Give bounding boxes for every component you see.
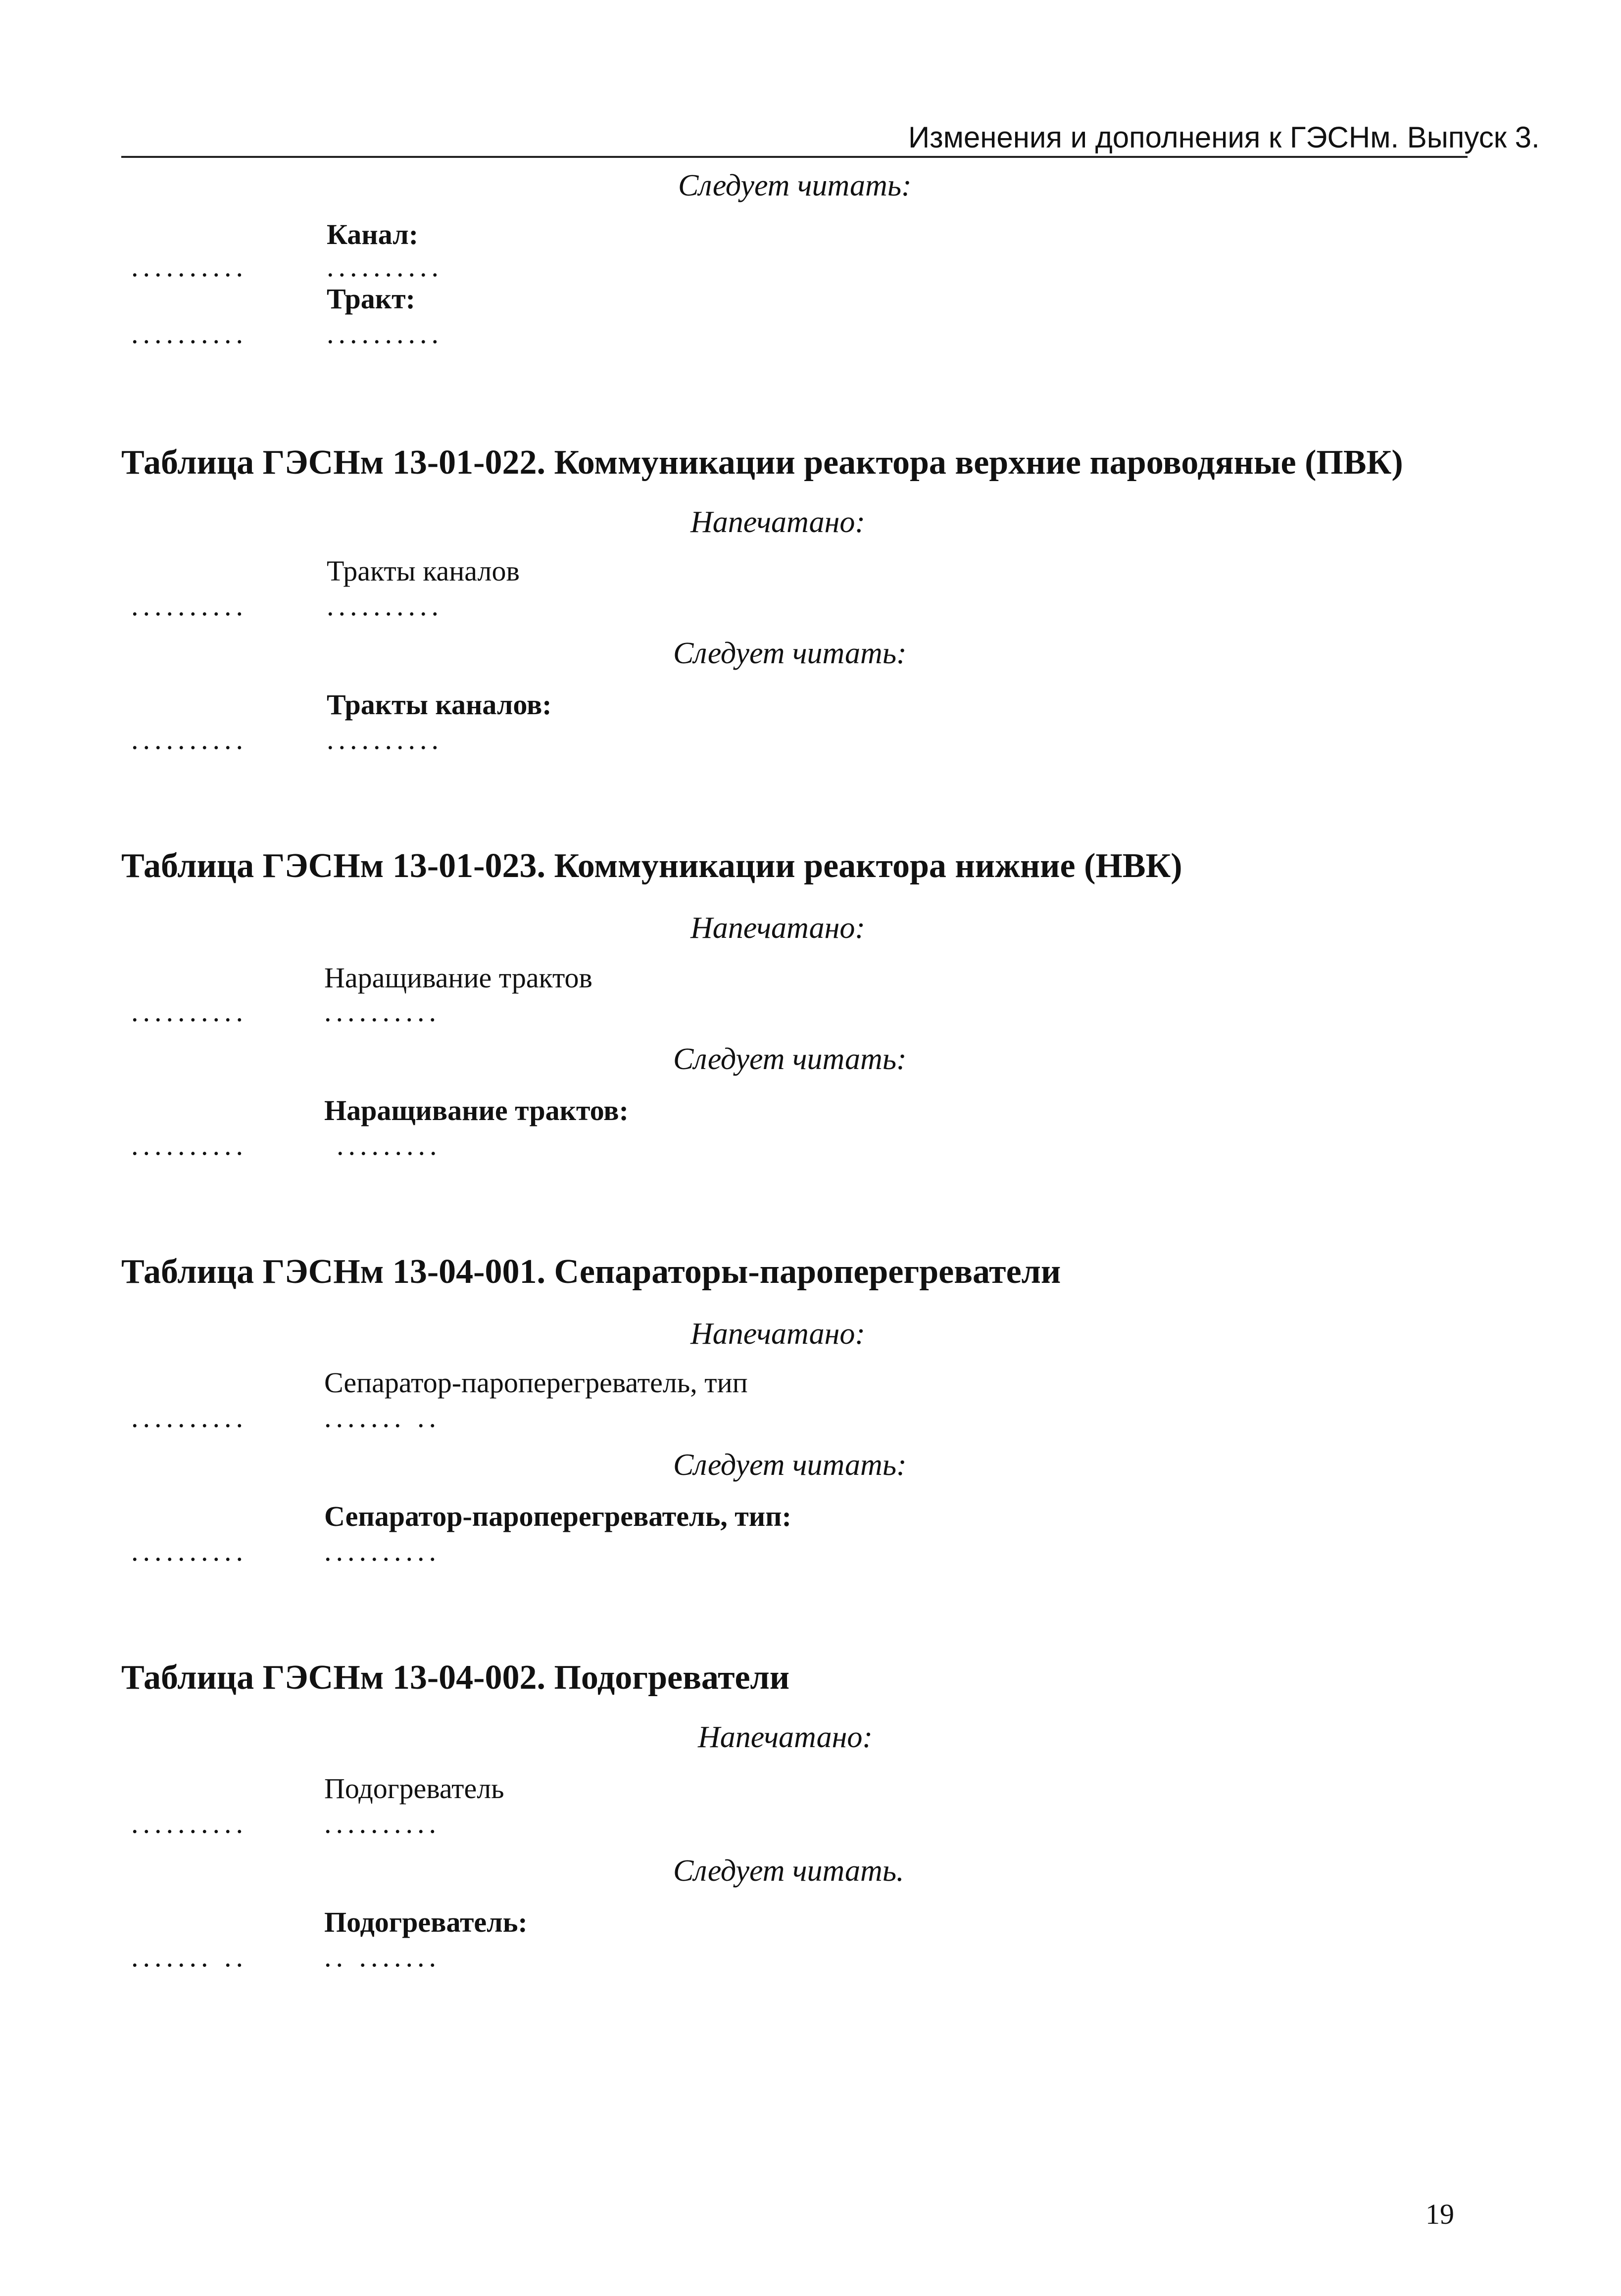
printed-text: Тракты каналов [327,555,520,587]
right-dots: .......... [324,1807,441,1839]
left-dots: .......... [131,589,247,622]
right-dots: .......... [324,1535,441,1567]
right-dots: .......... [327,589,443,622]
right-dots: .......... [327,250,443,283]
read-label: Следует читать: [673,1042,907,1076]
left-dots: ....... .. [131,1941,247,1973]
printed-label: Напечатано: [690,1317,865,1351]
read-label: Следует читать: [673,636,907,670]
row-label: Канал: [327,218,419,250]
row-label: Тракт: [327,283,415,315]
left-dots: .......... [131,995,247,1027]
page-header: Изменения и дополнения к ГЭСНм. Выпуск 3. [908,121,1540,154]
header-rule [121,156,1468,158]
right-dots: .......... [327,723,443,755]
read-label: Следует читать. [673,1854,904,1888]
printed-label: Напечатано: [690,505,865,539]
right-dots: .. ....... [324,1941,441,1973]
left-dots: .......... [131,1807,247,1839]
left-dots: .......... [131,1535,247,1567]
left-dots: .......... [131,1401,247,1433]
right-dots: .......... [327,317,443,349]
right-dots: ....... .. [324,1401,441,1433]
section-title: Таблица ГЭСНм 13-04-002. Подогреватели [121,1659,790,1697]
printed-text: Сепаратор-пароперегреватель, тип [324,1367,748,1399]
read-label: Следует читать: [673,1448,907,1482]
printed-text: Наращивание трактов [324,962,592,994]
printed-text: Подогреватель [324,1772,504,1805]
left-dots: .......... [131,317,247,349]
printed-label: Напечатано: [690,911,865,945]
section-title: Таблица ГЭСНм 13-04-001. Сепараторы-пароперегреватели [121,1253,1061,1291]
read-text: Наращивание трактов: [324,1094,629,1126]
page-number: 19 [1425,2198,1454,2230]
right-dots: .......... [324,995,441,1027]
right-dots: ......... [337,1129,442,1161]
read-text: Сепаратор-пароперегреватель, тип: [324,1500,791,1532]
section-title: Таблица ГЭСНм 13-01-023. Коммуникации реактора нижние (НВК) [121,847,1182,885]
read-text: Тракты каналов: [327,688,552,721]
read-text: Подогреватель: [324,1906,528,1938]
left-dots: .......... [131,250,247,283]
printed-label: Напечатано: [698,1720,873,1754]
section-title: Таблица ГЭСНм 13-01-022. Коммуникации реактора верхние пароводяные (ПВК) [121,443,1403,482]
left-dots: .......... [131,1129,247,1161]
read-label: Следует читать: [678,169,912,202]
left-dots: .......... [131,723,247,755]
